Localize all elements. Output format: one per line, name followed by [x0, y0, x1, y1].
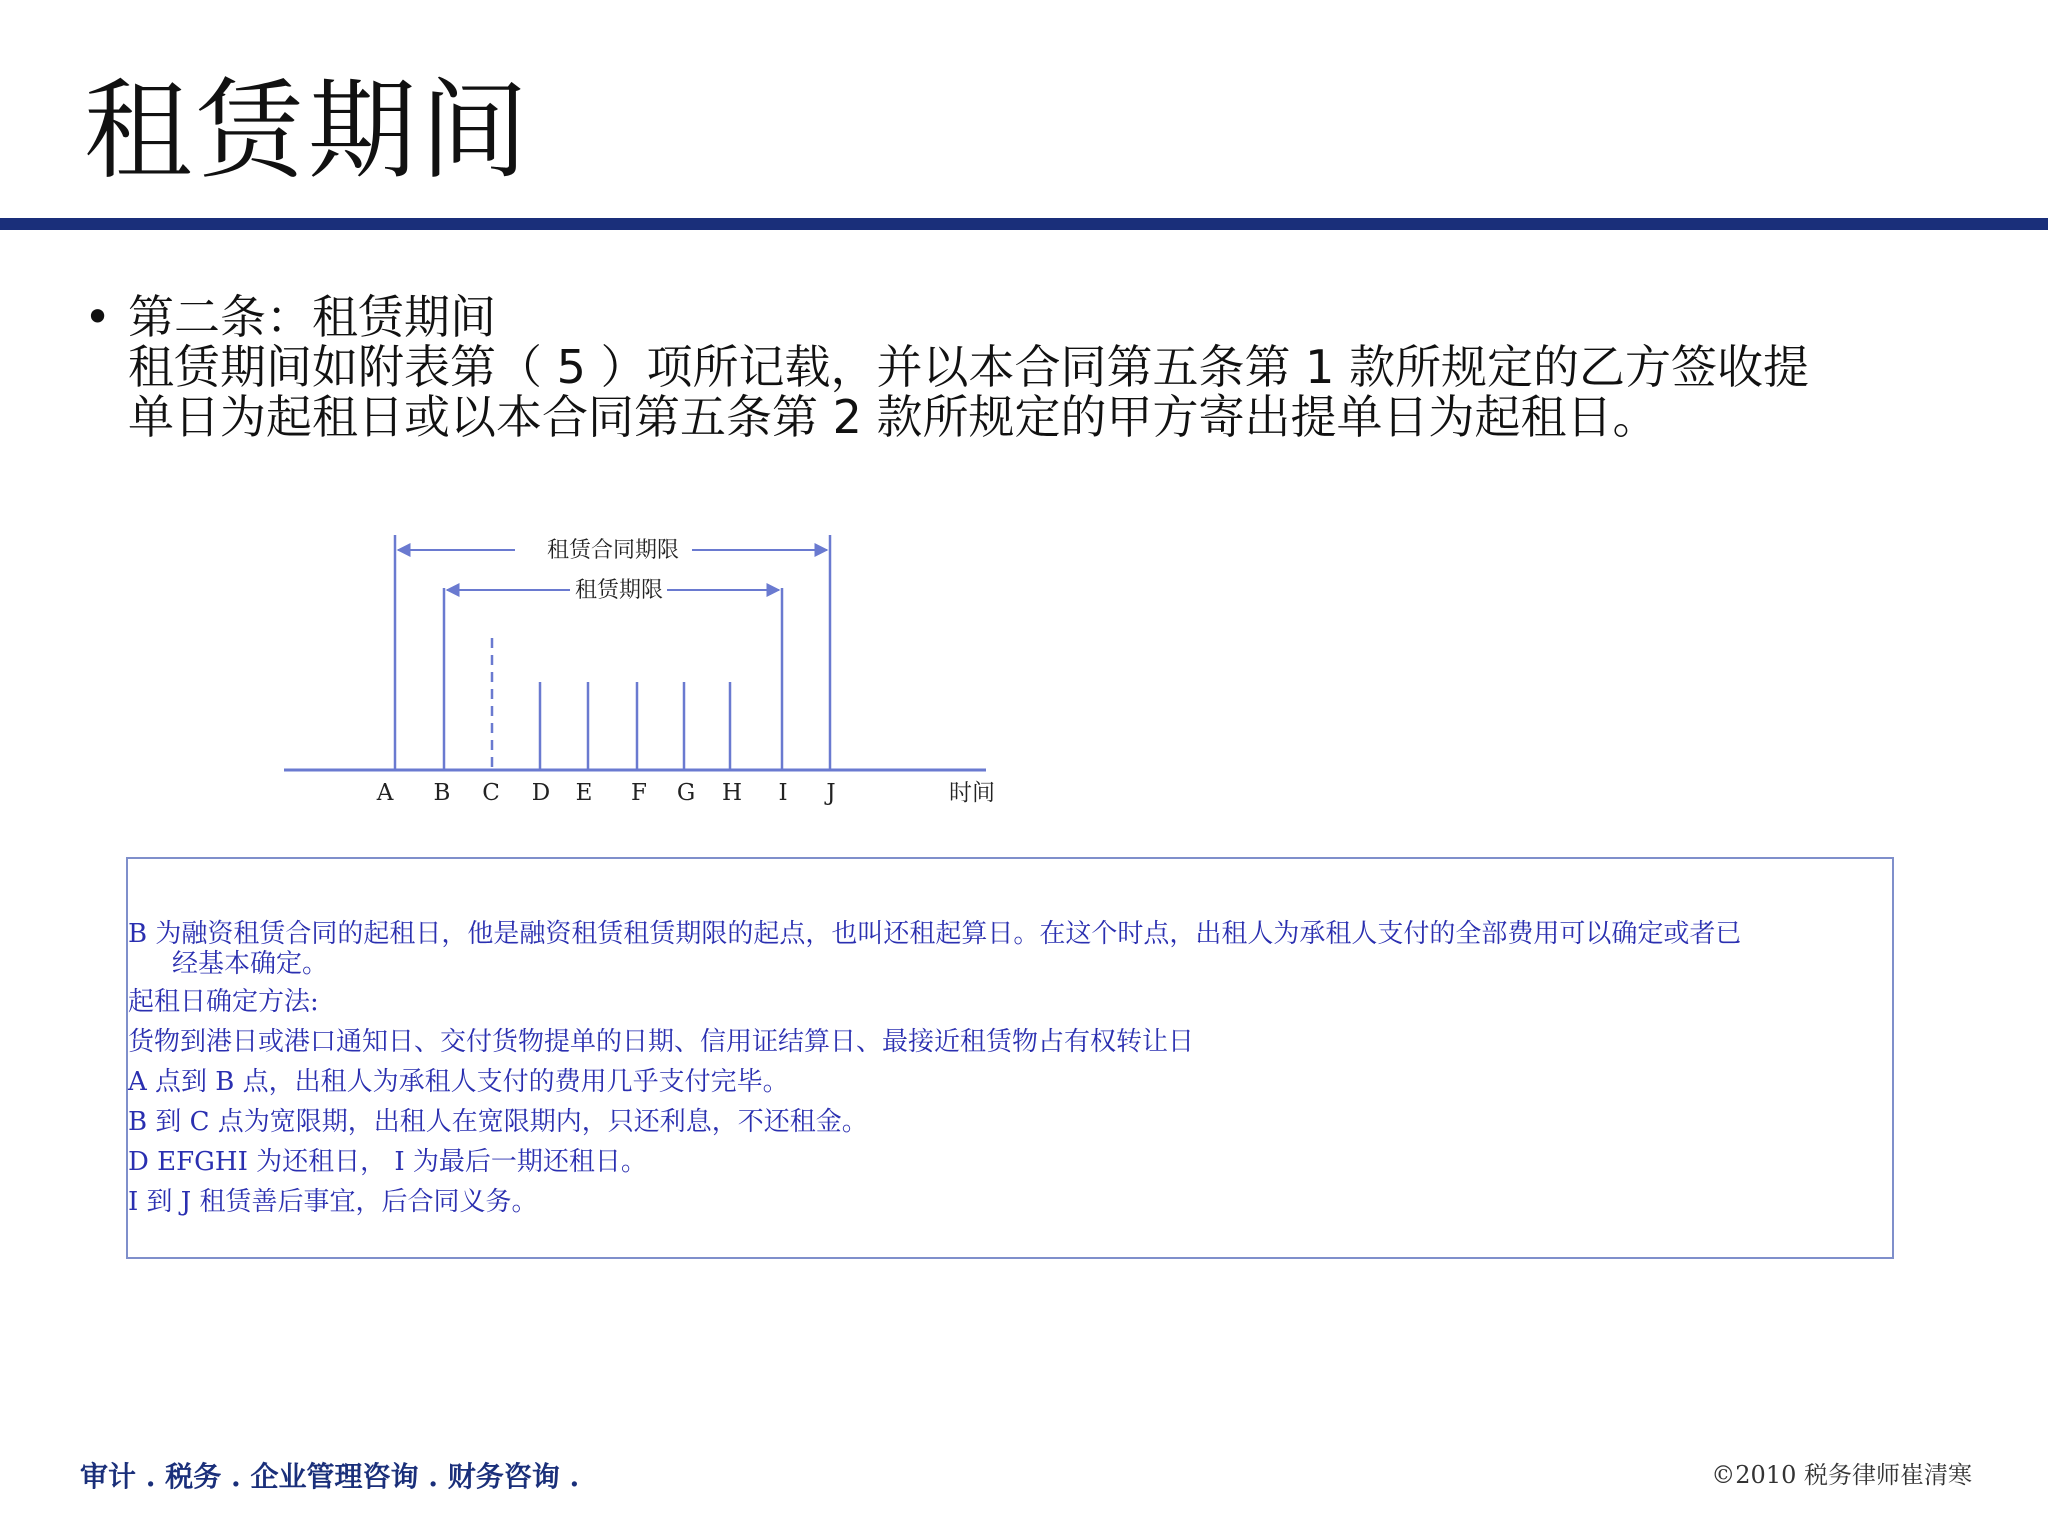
lease-timeline-diagram — [270, 520, 1030, 820]
point-label-c: C — [482, 780, 500, 806]
note-line: B 为融资租赁合同的起租日，他是融资租赁租赁期限的起点，也叫还租起算日。在这个时点，出租人为承租人支付的全部费用可以确定或者已 — [128, 919, 1742, 949]
note-methods: 货物到港日或港口通知日、交付货物提单的日期、信用证结算日、最接近租赁物占有权转让日 — [128, 1027, 1195, 1057]
point-label-h: H — [721, 780, 743, 806]
bullet-heading: 第二条：租赁期间 — [128, 290, 496, 344]
point-label-b: B — [433, 780, 451, 806]
bullet-text-line: 租赁期间如附表第（ 5 ）项所记载，并以本合同第五条第 1 款所规定的乙方签收提 — [128, 340, 1810, 394]
lease-term-label: 租赁期限 — [574, 578, 664, 603]
note-i-to-j: I 到 J 租赁善后事宜，后合同义务。 — [128, 1187, 538, 1217]
point-label-a: A — [376, 780, 394, 806]
bullet-item — [84, 292, 2024, 442]
note-rent-dates: D EFGHI 为还租日， I 为最后一期还租日。 — [128, 1147, 647, 1177]
page-title: 租赁期间 — [84, 69, 533, 194]
bullet-text-line: 单日为起租日或以本合同第五条第 2 款所规定的甲方寄出提单日为起租日。 — [128, 390, 1659, 444]
note-a-to-b: A 点到 B 点，出租人为承租人支付的费用几乎支付完毕。 — [128, 1067, 789, 1097]
footer-services: 审计 . 税务 . 企业管理咨询 . 财务咨询 . — [80, 1460, 580, 1493]
footer-copyright: ©2010 税务律师崔清寒 — [1711, 1461, 1972, 1489]
contract-term-label: 租赁合同期限 — [546, 538, 680, 563]
bullet-marker: • — [84, 290, 112, 344]
explanation-box — [126, 857, 1894, 1259]
point-label-g: G — [676, 780, 696, 806]
title-divider — [0, 218, 2048, 230]
point-label-j: J — [826, 780, 836, 806]
note-line-continued: 经基本确定。 — [172, 949, 329, 979]
axis-label-time: 时间 — [949, 780, 995, 806]
point-label-f: F — [631, 780, 647, 806]
note-lease-start — [128, 919, 1888, 979]
point-label-i: I — [778, 780, 788, 806]
note-b-to-c: B 到 C 点为宽限期，出租人在宽限期内，只还利息，不还租金。 — [128, 1107, 868, 1137]
note-method-heading: 起租日确定方法: — [128, 987, 319, 1017]
point-label-e: E — [575, 780, 593, 806]
point-label-d: D — [531, 780, 551, 806]
